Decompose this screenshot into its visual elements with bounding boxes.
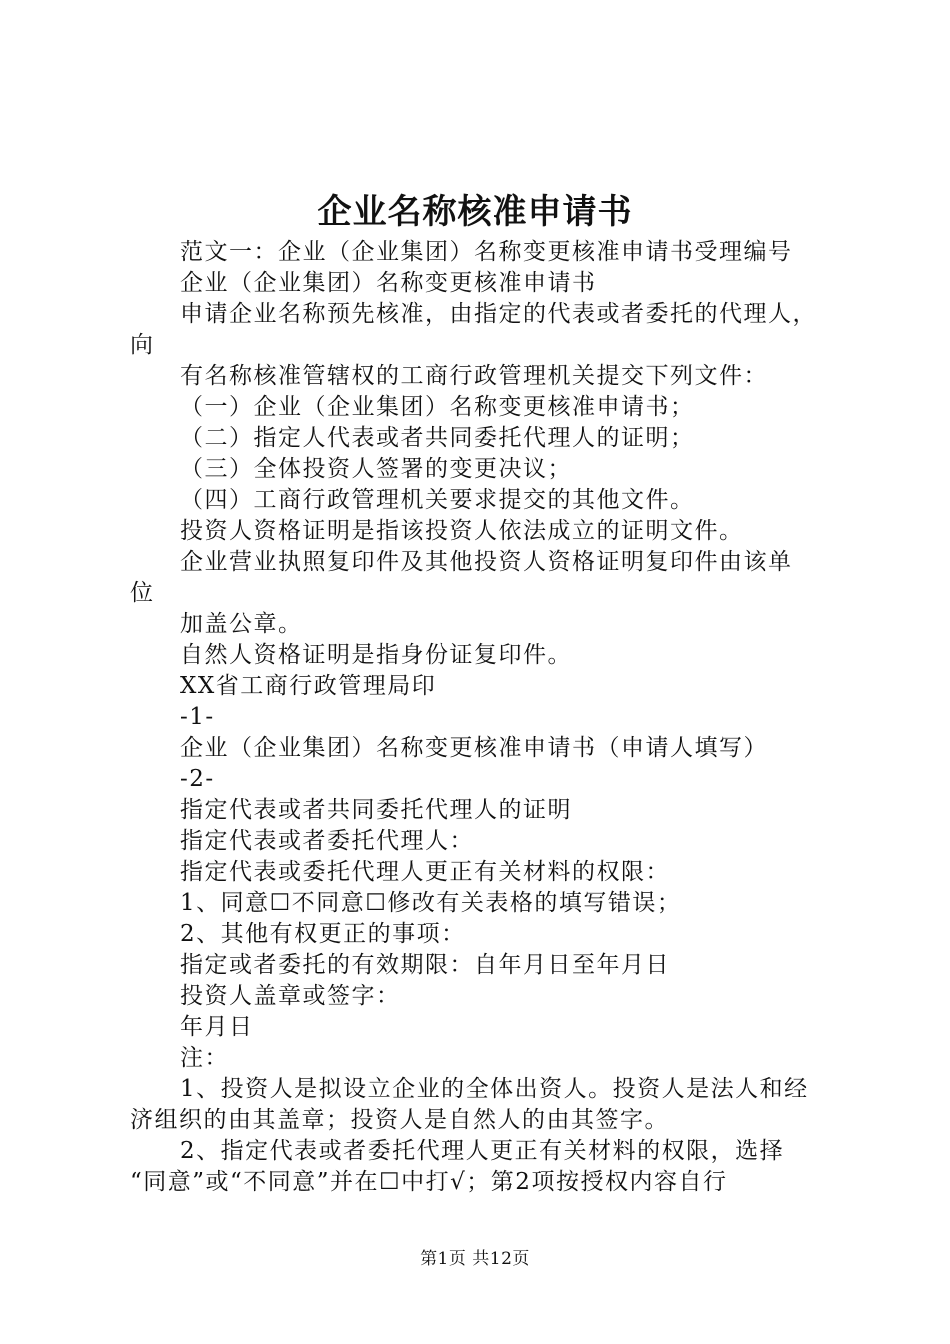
text-line: 年月日: [180, 1014, 254, 1040]
text-line: 1、投资人是拟设立企业的全体出资人。投资人是法人和经: [180, 1076, 809, 1102]
text-line: 申请企业名称预先核准，由指定的代表或者委托的代理人，: [180, 301, 817, 327]
text-line: 企业（企业集团）名称变更核准申请书（申请人填写）: [180, 735, 768, 761]
text-line: （一）企业（企业集团）名称变更核准申请书；: [180, 394, 695, 420]
text-line: 位: [130, 580, 155, 606]
text-line: 投资人盖章或签字：: [180, 983, 401, 1009]
text-line: 有名称核准管辖权的工商行政管理机关提交下列文件：: [180, 363, 768, 389]
text-line: 指定代表或委托代理人更正有关材料的权限：: [180, 859, 670, 885]
text-line: -1-: [180, 704, 215, 730]
text-line: 指定代表或者委托代理人：: [180, 828, 474, 854]
text-line: 企业（企业集团）名称变更核准申请书: [180, 270, 597, 296]
text-line: 1、同意☐不同意☐修改有关表格的填写错误；: [180, 890, 682, 916]
text-line: （二）指定人代表或者共同委托代理人的证明；: [180, 425, 695, 451]
text-line: （四）工商行政管理机关要求提交的其他文件。: [180, 487, 695, 513]
text-line: 企业营业执照复印件及其他投资人资格证明复印件由该单: [180, 549, 793, 575]
text-line: XX省工商行政管理局印: [180, 673, 437, 699]
text-line: 2、指定代表或者委托代理人更正有关材料的权限，选择: [180, 1138, 785, 1164]
text-line: 2、其他有权更正的事项：: [180, 921, 466, 947]
text-line: -2-: [180, 766, 215, 792]
text-line: 投资人资格证明是指该投资人依法成立的证明文件。: [180, 518, 744, 544]
page-footer: 第1页 共12页: [420, 1249, 530, 1269]
text-line: 指定或者委托的有效期限：自年月日至年月日: [180, 952, 670, 978]
document-title: 企业名称核准申请书: [317, 192, 633, 232]
text-line: （三）全体投资人签署的变更决议；: [180, 456, 572, 482]
text-line: 济组织的由其盖章；投资人是自然人的由其签字。: [130, 1107, 669, 1133]
text-line: 范文一：企业（企业集团）名称变更核准申请书受理编号: [180, 239, 793, 265]
text-line: 自然人资格证明是指身份证复印件。: [180, 642, 572, 668]
text-line: 注：: [180, 1045, 229, 1071]
text-line: 指定代表或者共同委托代理人的证明: [180, 797, 572, 823]
text-line: 加盖公章。: [180, 611, 303, 637]
text-line: “同意”或“不同意”并在☐中打√；第2项按授权内容自行: [130, 1169, 728, 1195]
text-line: 向: [130, 332, 155, 358]
